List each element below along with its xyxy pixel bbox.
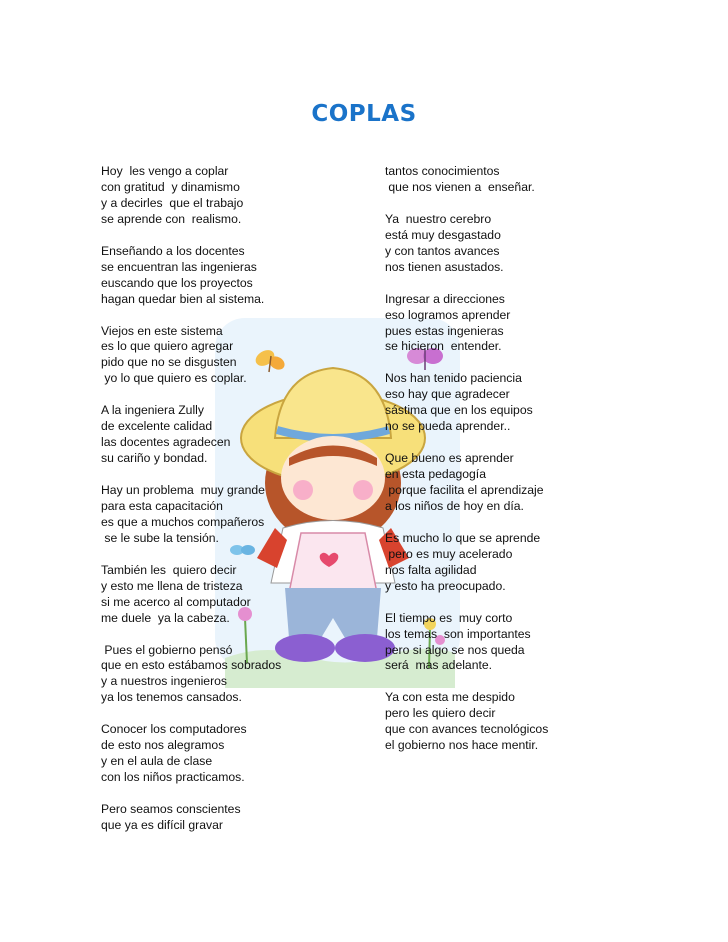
verse-line: eso logramos aprender bbox=[385, 307, 511, 322]
verse-line: si me acerco al computador bbox=[101, 594, 251, 609]
verse-line: eso hay que agradecer bbox=[385, 387, 510, 402]
stanza bbox=[101, 244, 301, 308]
verse-line: me duele ya la cabeza. bbox=[101, 610, 230, 625]
stanza bbox=[385, 292, 615, 356]
verse-line: Nos han tenido paciencia bbox=[385, 371, 522, 386]
verse-line: los temas son importantes bbox=[385, 626, 531, 641]
verse-line: de excelente calidad bbox=[101, 419, 213, 434]
stanza bbox=[385, 531, 615, 595]
stanza bbox=[385, 371, 615, 435]
verse-line: no se pueda aprender.. bbox=[385, 419, 511, 434]
verse-line: Que bueno es aprender bbox=[385, 451, 514, 466]
verse-line: que nos vienen a enseñar. bbox=[385, 179, 535, 194]
stanza bbox=[385, 690, 615, 754]
stanza bbox=[385, 451, 615, 515]
verse-line: es lo que quiero agregar bbox=[101, 339, 234, 354]
verse-line: Enseñando a los docentes bbox=[101, 243, 245, 258]
verse-line: y en el aula de clase bbox=[101, 754, 213, 769]
verse-line: se le sube la tensión. bbox=[101, 530, 219, 545]
verse-line: y a nuestros ingenieros bbox=[101, 674, 228, 689]
verse-line: Viejos en este sistema bbox=[101, 323, 223, 338]
verse-line: Hay un problema muy grande bbox=[101, 483, 265, 497]
verse-line: Conocer los computadores bbox=[101, 722, 247, 737]
verse-line: Ya con esta me despido bbox=[385, 690, 515, 705]
verse-line: Hoy les vengo a coplar bbox=[101, 164, 229, 178]
stanza bbox=[101, 164, 301, 228]
stanza bbox=[385, 164, 615, 196]
stanza bbox=[101, 563, 301, 627]
verse-line: las docentes agradecen bbox=[101, 435, 231, 450]
right-poem-column bbox=[385, 164, 615, 770]
verse-line: y con tantos avances bbox=[385, 243, 500, 258]
verse-line: nos falta agilidad bbox=[385, 562, 477, 577]
verse-line: con gratitud y dinamismo bbox=[101, 179, 240, 194]
verse-line: tantos conocimientos bbox=[385, 164, 500, 178]
verse-line: el gobierno nos hace mentir. bbox=[385, 738, 539, 753]
verse-line: que ya es difícil gravar bbox=[101, 817, 223, 832]
verse-line: pues estas ingenieras bbox=[385, 323, 504, 338]
stanza bbox=[101, 403, 301, 467]
verse-line: pido que no se disgusten bbox=[101, 355, 237, 370]
stanza bbox=[385, 212, 615, 276]
verse-line: También les quiero decir bbox=[101, 562, 237, 577]
verse-line: su cariño y bondad. bbox=[101, 451, 208, 466]
stanza bbox=[385, 611, 615, 675]
verse-line: a los niños de hoy en día. bbox=[385, 498, 524, 513]
verse-line: Pues el gobierno pensó bbox=[101, 642, 233, 657]
verse-line: que con avances tecnológicos bbox=[385, 722, 549, 737]
verse-line: de esto nos alegramos bbox=[101, 738, 225, 753]
verse-line: será mas adelante. bbox=[385, 658, 493, 673]
stanza bbox=[101, 722, 301, 786]
verse-line: y a decirles que el trabajo bbox=[101, 195, 244, 210]
verse-line: Es mucho lo que se aprende bbox=[385, 530, 541, 545]
verse-line: se hicieron entender. bbox=[385, 339, 502, 354]
verse-line: sástima que en los equipos bbox=[385, 403, 533, 418]
verse-line: yo lo que quiero es coplar. bbox=[101, 371, 247, 386]
verse-line: para esta capacitación bbox=[101, 498, 223, 513]
verse-line: está muy desgastado bbox=[385, 227, 501, 242]
verse-line: y esto ha preocupado. bbox=[385, 578, 506, 593]
stanza bbox=[101, 324, 301, 388]
verse-line: en esta pedagogía bbox=[385, 467, 486, 482]
verse-line: que en esto estábamos sobrados bbox=[101, 658, 282, 673]
verse-line: hagan quedar bien al sistema. bbox=[101, 291, 265, 306]
verse-line: Ya nuestro cerebro bbox=[385, 211, 492, 226]
verse-line: pero si algo se nos queda bbox=[385, 642, 525, 657]
verse-line: y esto me llena de tristeza bbox=[101, 578, 243, 593]
page-title: COPLAS bbox=[311, 101, 417, 128]
verse-line: A la ingeniera Zully bbox=[101, 403, 204, 418]
stanza bbox=[101, 643, 301, 707]
verse-line: euscando que los proyectos bbox=[101, 275, 253, 290]
verse-line: se encuentran las ingenieras bbox=[101, 259, 257, 274]
verse-line: es que a muchos compañeros bbox=[101, 514, 265, 529]
verse-line: Pero seamos conscientes bbox=[101, 802, 241, 816]
verse-line: pero les quiero decir bbox=[385, 706, 496, 721]
left-poem-column bbox=[101, 164, 301, 850]
stanza bbox=[101, 483, 301, 547]
verse-line: nos tienen asustados. bbox=[385, 259, 504, 274]
verse-line: El tiempo es muy corto bbox=[385, 610, 513, 625]
verse-line: Ingresar a direcciones bbox=[385, 291, 505, 306]
verse-line: porque facilita el aprendizaje bbox=[385, 483, 544, 497]
stanza bbox=[101, 802, 301, 834]
verse-line: con los niños practicamos. bbox=[101, 770, 245, 785]
verse-line: pero es muy acelerado bbox=[385, 546, 513, 561]
verse-line: ya los tenemos cansados. bbox=[101, 690, 242, 705]
verse-line: se aprende con realismo. bbox=[101, 211, 242, 226]
